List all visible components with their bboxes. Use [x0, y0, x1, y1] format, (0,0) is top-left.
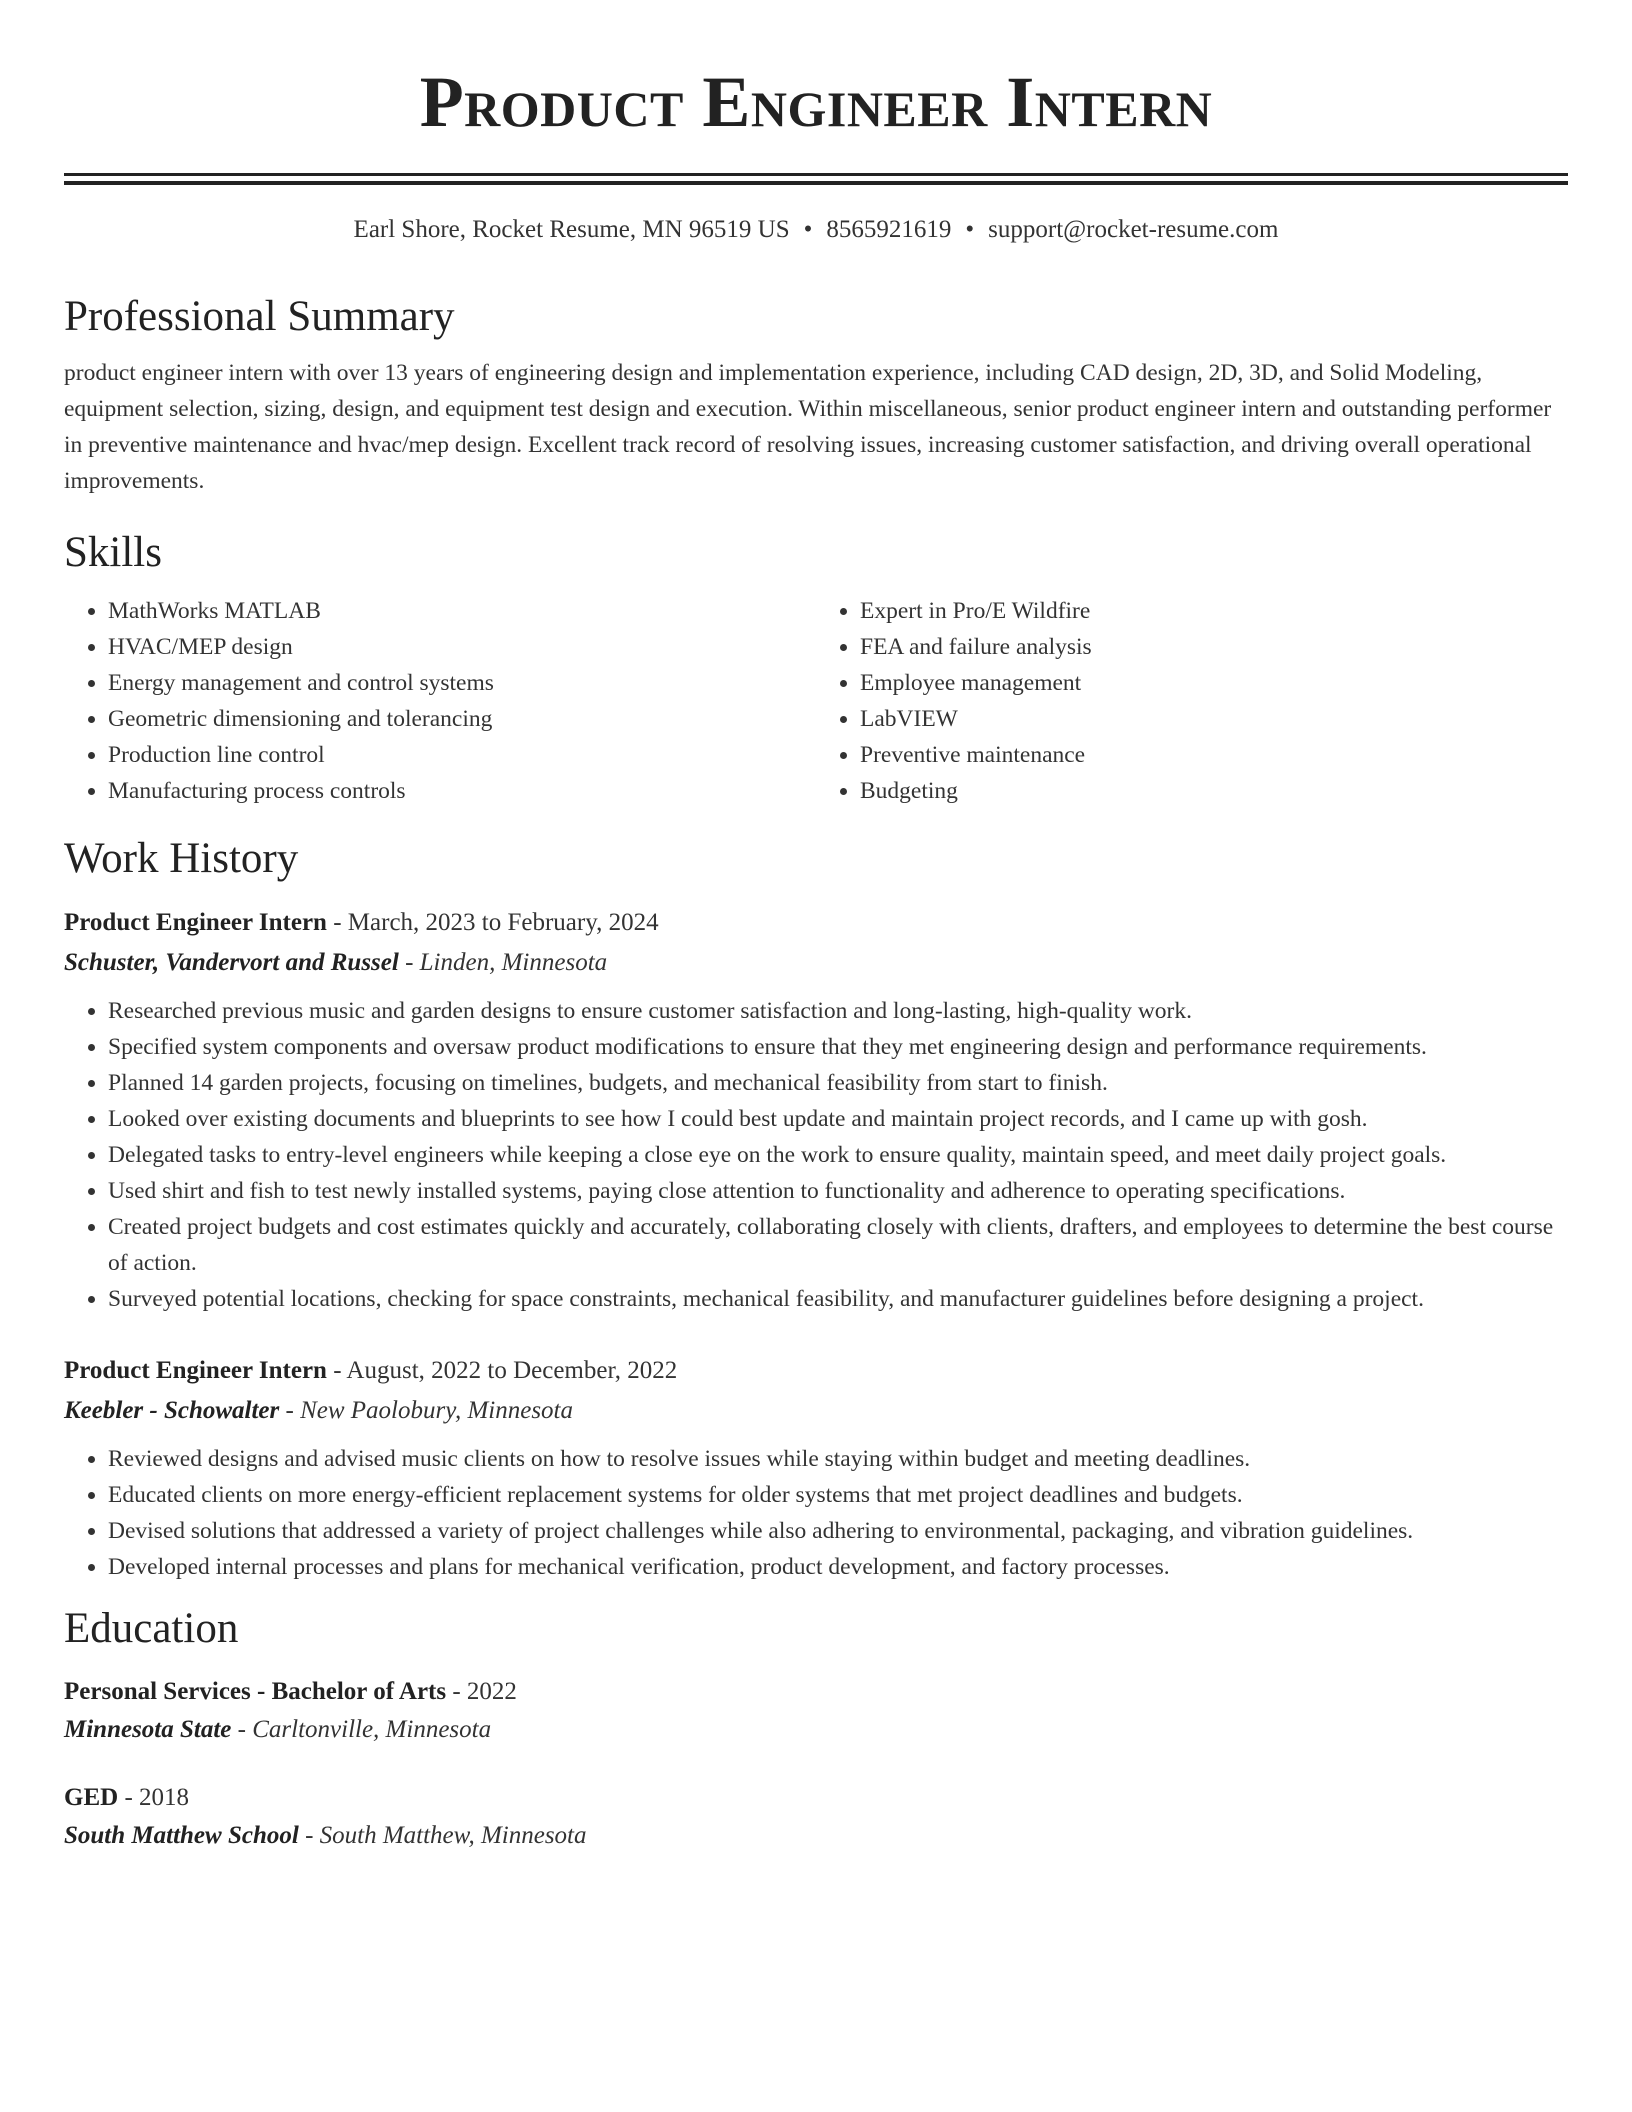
skill-item: • Expert in Pro/E Wildfire	[860, 593, 1568, 629]
contact-email: support@rocket-resume.com	[988, 216, 1279, 243]
job-title: Product Engineer Intern	[64, 909, 327, 936]
contact-separator: •	[965, 216, 975, 243]
education-degree: Personal Services - Bachelor of Arts	[64, 1678, 447, 1705]
education-entry	[64, 1673, 1568, 1749]
job-bullet: • Planned 14 garden projects, focusing on timelines, budgets, and mechanical feasibility from start to finish.	[108, 1065, 1568, 1101]
job-employer	[64, 1391, 1568, 1431]
job-bullets	[64, 1441, 1568, 1585]
job-location: - Linden, Minnesota	[398, 949, 608, 976]
education-location: - South Matthew, Minnesota	[298, 1822, 587, 1849]
education-location: - Carltonville, Minnesota	[231, 1716, 492, 1743]
skill-item: • Geometric dimensioning and tolerancing	[108, 701, 816, 737]
contact-separator: •	[803, 216, 813, 243]
education-school: South Matthew School	[64, 1822, 299, 1849]
job-bullet: • Educated clients on more energy-efficient replacement systems for older systems that met project deadlines and budgets.	[108, 1477, 1568, 1513]
job-bullet: • Looked over existing documents and blueprints to see how I could best update and maintain project records, and I came up with gosh.	[108, 1101, 1568, 1137]
summary-heading: Professional Summary	[64, 293, 455, 340]
job-dates: - August, 2022 to December, 2022	[326, 1357, 678, 1384]
title-double-rule	[64, 173, 1568, 185]
education-header	[64, 1673, 1568, 1711]
education-school-line	[64, 1817, 1568, 1855]
contact-address: Earl Shore, Rocket Resume, MN 96519 US	[353, 216, 790, 243]
job-location: - New Paolobury, Minnesota	[279, 1397, 573, 1424]
skills-column-left	[64, 593, 816, 809]
education-heading: Education	[64, 1605, 239, 1652]
education-degree: GED	[64, 1784, 119, 1811]
resume-title: Product Engineer Intern	[419, 62, 1213, 142]
job-bullet: • Devised solutions that addressed a variety of project challenges while also adhering to environmental, packaging, and vibration guidelines.	[108, 1513, 1568, 1549]
skill-item: • FEA and failure analysis	[860, 629, 1568, 665]
education-school-line	[64, 1711, 1568, 1749]
summary-text: product engineer intern with over 13 years of engineering design and implementation experience, including CAD design, 2D, 3D, and Solid Modeling, equipment selection, sizing, design, and equipment test design and execution. Within miscellaneous, senior product engineer intern and outstanding performer in preventive maintenance and hvac/mep design. Excellent track record of resolving issues, increasing customer satisfaction, and driving overall operational improvements.	[64, 360, 1552, 494]
job-bullet: • Specified system components and oversaw product modifications to ensure that they met engineering design and performance requirements.	[108, 1029, 1568, 1065]
job-bullet: • Created project budgets and cost estimates quickly and accurately, collaborating closely with clients, drafters, and employees to determine the best course of action.	[108, 1209, 1568, 1281]
skill-item: • Energy management and control systems	[108, 665, 816, 701]
job-company: Schuster, Vandervort and Russel	[64, 949, 399, 976]
skill-item: • HVAC/MEP design	[108, 629, 816, 665]
education-year: - 2018	[118, 1784, 190, 1811]
skill-item: • MathWorks MATLAB	[108, 593, 816, 629]
job-employer	[64, 943, 1568, 983]
work-history-heading: Work History	[64, 835, 299, 882]
education-entry	[64, 1779, 1568, 1855]
job-bullet: • Researched previous music and garden designs to ensure customer satisfaction and long-lasting, high-quality work.	[108, 993, 1568, 1029]
job-title: Product Engineer Intern	[64, 1357, 327, 1384]
skill-item: • Employee management	[860, 665, 1568, 701]
job-company: Keebler - Schowalter	[64, 1397, 280, 1424]
job-bullet: • Used shirt and fish to test newly installed systems, paying close attention to functionality and adherence to operating specifications.	[108, 1173, 1568, 1209]
contact-line	[64, 213, 1568, 247]
job-bullet: • Reviewed designs and advised music clients on how to resolve issues while staying within budget and meeting deadlines.	[108, 1441, 1568, 1477]
job-entry	[64, 1351, 1568, 1585]
education-school: Minnesota State	[64, 1716, 232, 1743]
skill-item: • Budgeting	[860, 773, 1568, 809]
job-bullet: • Surveyed potential locations, checking for space constraints, mechanical feasibility, and manufacturer guidelines before designing a project.	[108, 1281, 1568, 1317]
skills-list	[64, 593, 1568, 809]
skills-column-right	[816, 593, 1568, 809]
job-header	[64, 1351, 1568, 1391]
contact-phone: 8565921619	[826, 216, 952, 243]
skills-heading: Skills	[64, 529, 162, 576]
education-year: - 2022	[446, 1678, 517, 1705]
job-bullet: • Developed internal processes and plans for mechanical verification, product development, and factory processes.	[108, 1549, 1568, 1585]
skill-item: • Production line control	[108, 737, 816, 773]
job-bullet: • Delegated tasks to entry-level engineers while keeping a close eye on the work to ensure quality, maintain speed, and meet daily project goals.	[108, 1137, 1568, 1173]
skill-item: • LabVIEW	[860, 701, 1568, 737]
job-header	[64, 903, 1568, 943]
job-dates: - March, 2023 to February, 2024	[326, 909, 659, 936]
education-header	[64, 1779, 1568, 1817]
job-bullets	[64, 993, 1568, 1317]
job-entry	[64, 903, 1568, 1317]
skill-item: • Manufacturing process controls	[108, 773, 816, 809]
skill-item: • Preventive maintenance	[860, 737, 1568, 773]
